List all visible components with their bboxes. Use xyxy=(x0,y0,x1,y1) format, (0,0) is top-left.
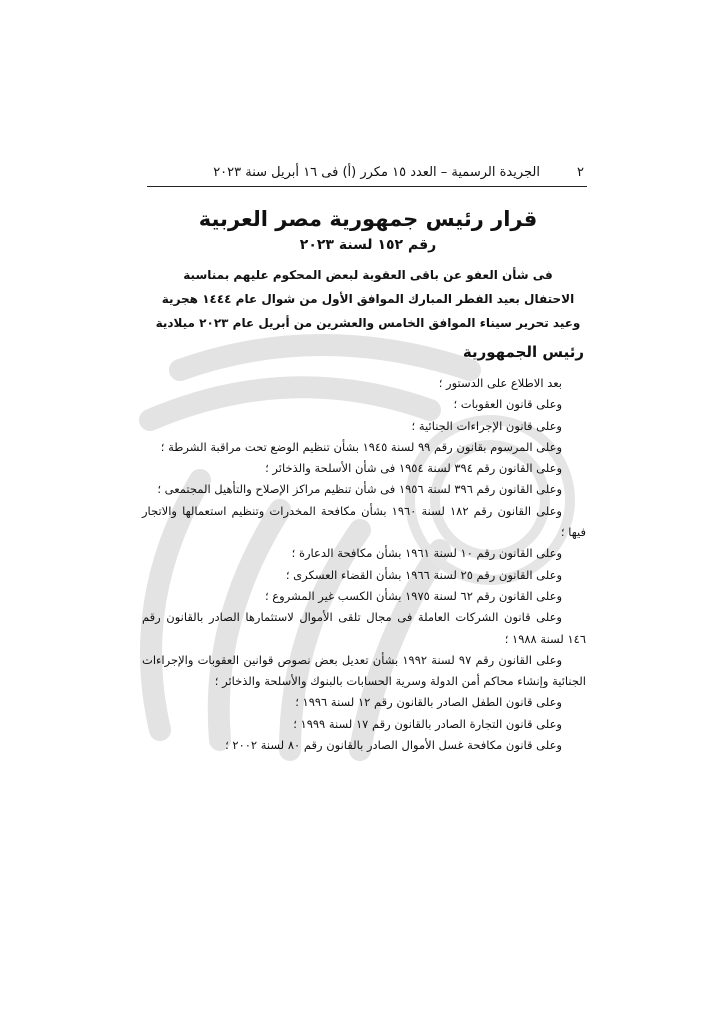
preamble-paragraph: وعلى القانون رقم ٢٥ لسنة ١٩٦٦ بشأن القضاء العسكرى ؛ xyxy=(285,567,562,582)
preamble-paragraph: وعلى القانون رقم ٩٧ لسنة ١٩٩٢ بشأن تعديل بعض نصوص قوانين العقوبات والإجراءات الجنائية وإنشاء محاكم أمن الدولة وسرية الحسابات بالبنوك والأسلحة والذخائر ؛ xyxy=(142,652,586,689)
preamble-paragraph: وعلى قانون مكافحة غسل الأموال الصادر بالقانون رقم ٨٠ لسنة ٢٠٠٢ ؛ xyxy=(225,738,562,753)
page-number: ٢ xyxy=(577,165,584,180)
preamble-paragraph: وعلى قانون العقوبات ؛ xyxy=(453,397,562,412)
header-divider xyxy=(147,186,587,187)
preamble-paragraph: وعلى القانون رقم ١٠ لسنة ١٩٦١ بشأن مكافحة الدعارة ؛ xyxy=(291,546,562,561)
decree-number: رقم ١٥٢ لسنة ٢٠٢٣ xyxy=(299,237,437,253)
decree-subject-line: وعيد تحرير سيناء الموافق الخامس والعشرين من أبريل عام ٢٠٢٣ ميلادية xyxy=(155,316,581,330)
preamble-paragraph: وعلى القانون رقم ٦٢ لسنة ١٩٧٥ بشأن الكسب غير المشروع ؛ xyxy=(264,588,562,603)
president-heading: رئيس الجمهورية xyxy=(462,343,584,361)
preamble-paragraph: وعلى القانون رقم ١٨٢ لسنة ١٩٦٠ بشأن مكافحة المخدرات وتنظيم استعمالها والاتجار فيها ؛ xyxy=(142,503,586,540)
preamble-paragraph: وعلى المرسوم بقانون رقم ٩٩ لسنة ١٩٤٥ بشأن تنظيم الوضع تحت مراقبة الشرطة ؛ xyxy=(160,439,562,454)
preamble-paragraph: بعد الاطلاع على الدستور ؛ xyxy=(438,376,562,390)
decree-title: قرار رئيس جمهورية مصر العربية xyxy=(198,207,538,231)
preamble-paragraph: وعلى قانون الإجراءات الجنائية ؛ xyxy=(411,418,562,433)
running-title: الجريدة الرسمية – العدد ١٥ مكرر (أ) فى ١٦ أبريل سنة ٢٠٢٣ xyxy=(213,165,540,180)
preamble-paragraph: وعلى القانون رقم ٣٩٦ لسنة ١٩٥٦ فى شأن تنظيم مراكز الإصلاح والتأهيل المجتمعى ؛ xyxy=(157,482,562,497)
preamble-paragraph: وعلى قانون التجارة الصادر بالقانون رقم ١٧ لسنة ١٩٩٩ ؛ xyxy=(293,716,562,731)
decree-subject-line: الاحتفال بعيد الفطر المبارك الموافق الأول من شوال عام ١٤٤٤ هجرية xyxy=(161,292,575,306)
running-header xyxy=(148,163,584,185)
preamble-paragraph: وعلى القانون رقم ٣٩٤ لسنة ١٩٥٤ فى شأن الأسلحة والذخائر ؛ xyxy=(265,461,562,476)
decree-subject-line: فى شأن العفو عن باقى العقوبة لبعض المحكوم عليهم بمناسبة xyxy=(183,268,553,282)
preamble-paragraph: وعلى قانون الطفل الصادر بالقانون رقم ١٢ لسنة ١٩٩٦ ؛ xyxy=(295,695,562,710)
decree-preamble xyxy=(142,373,586,756)
preamble-paragraph: وعلى قانون الشركات العاملة فى مجال تلقى الأموال لاستثمارها الصادر بالقانون رقم ١٤٦ لسنة ١٩٨٨ ؛ xyxy=(142,610,586,646)
